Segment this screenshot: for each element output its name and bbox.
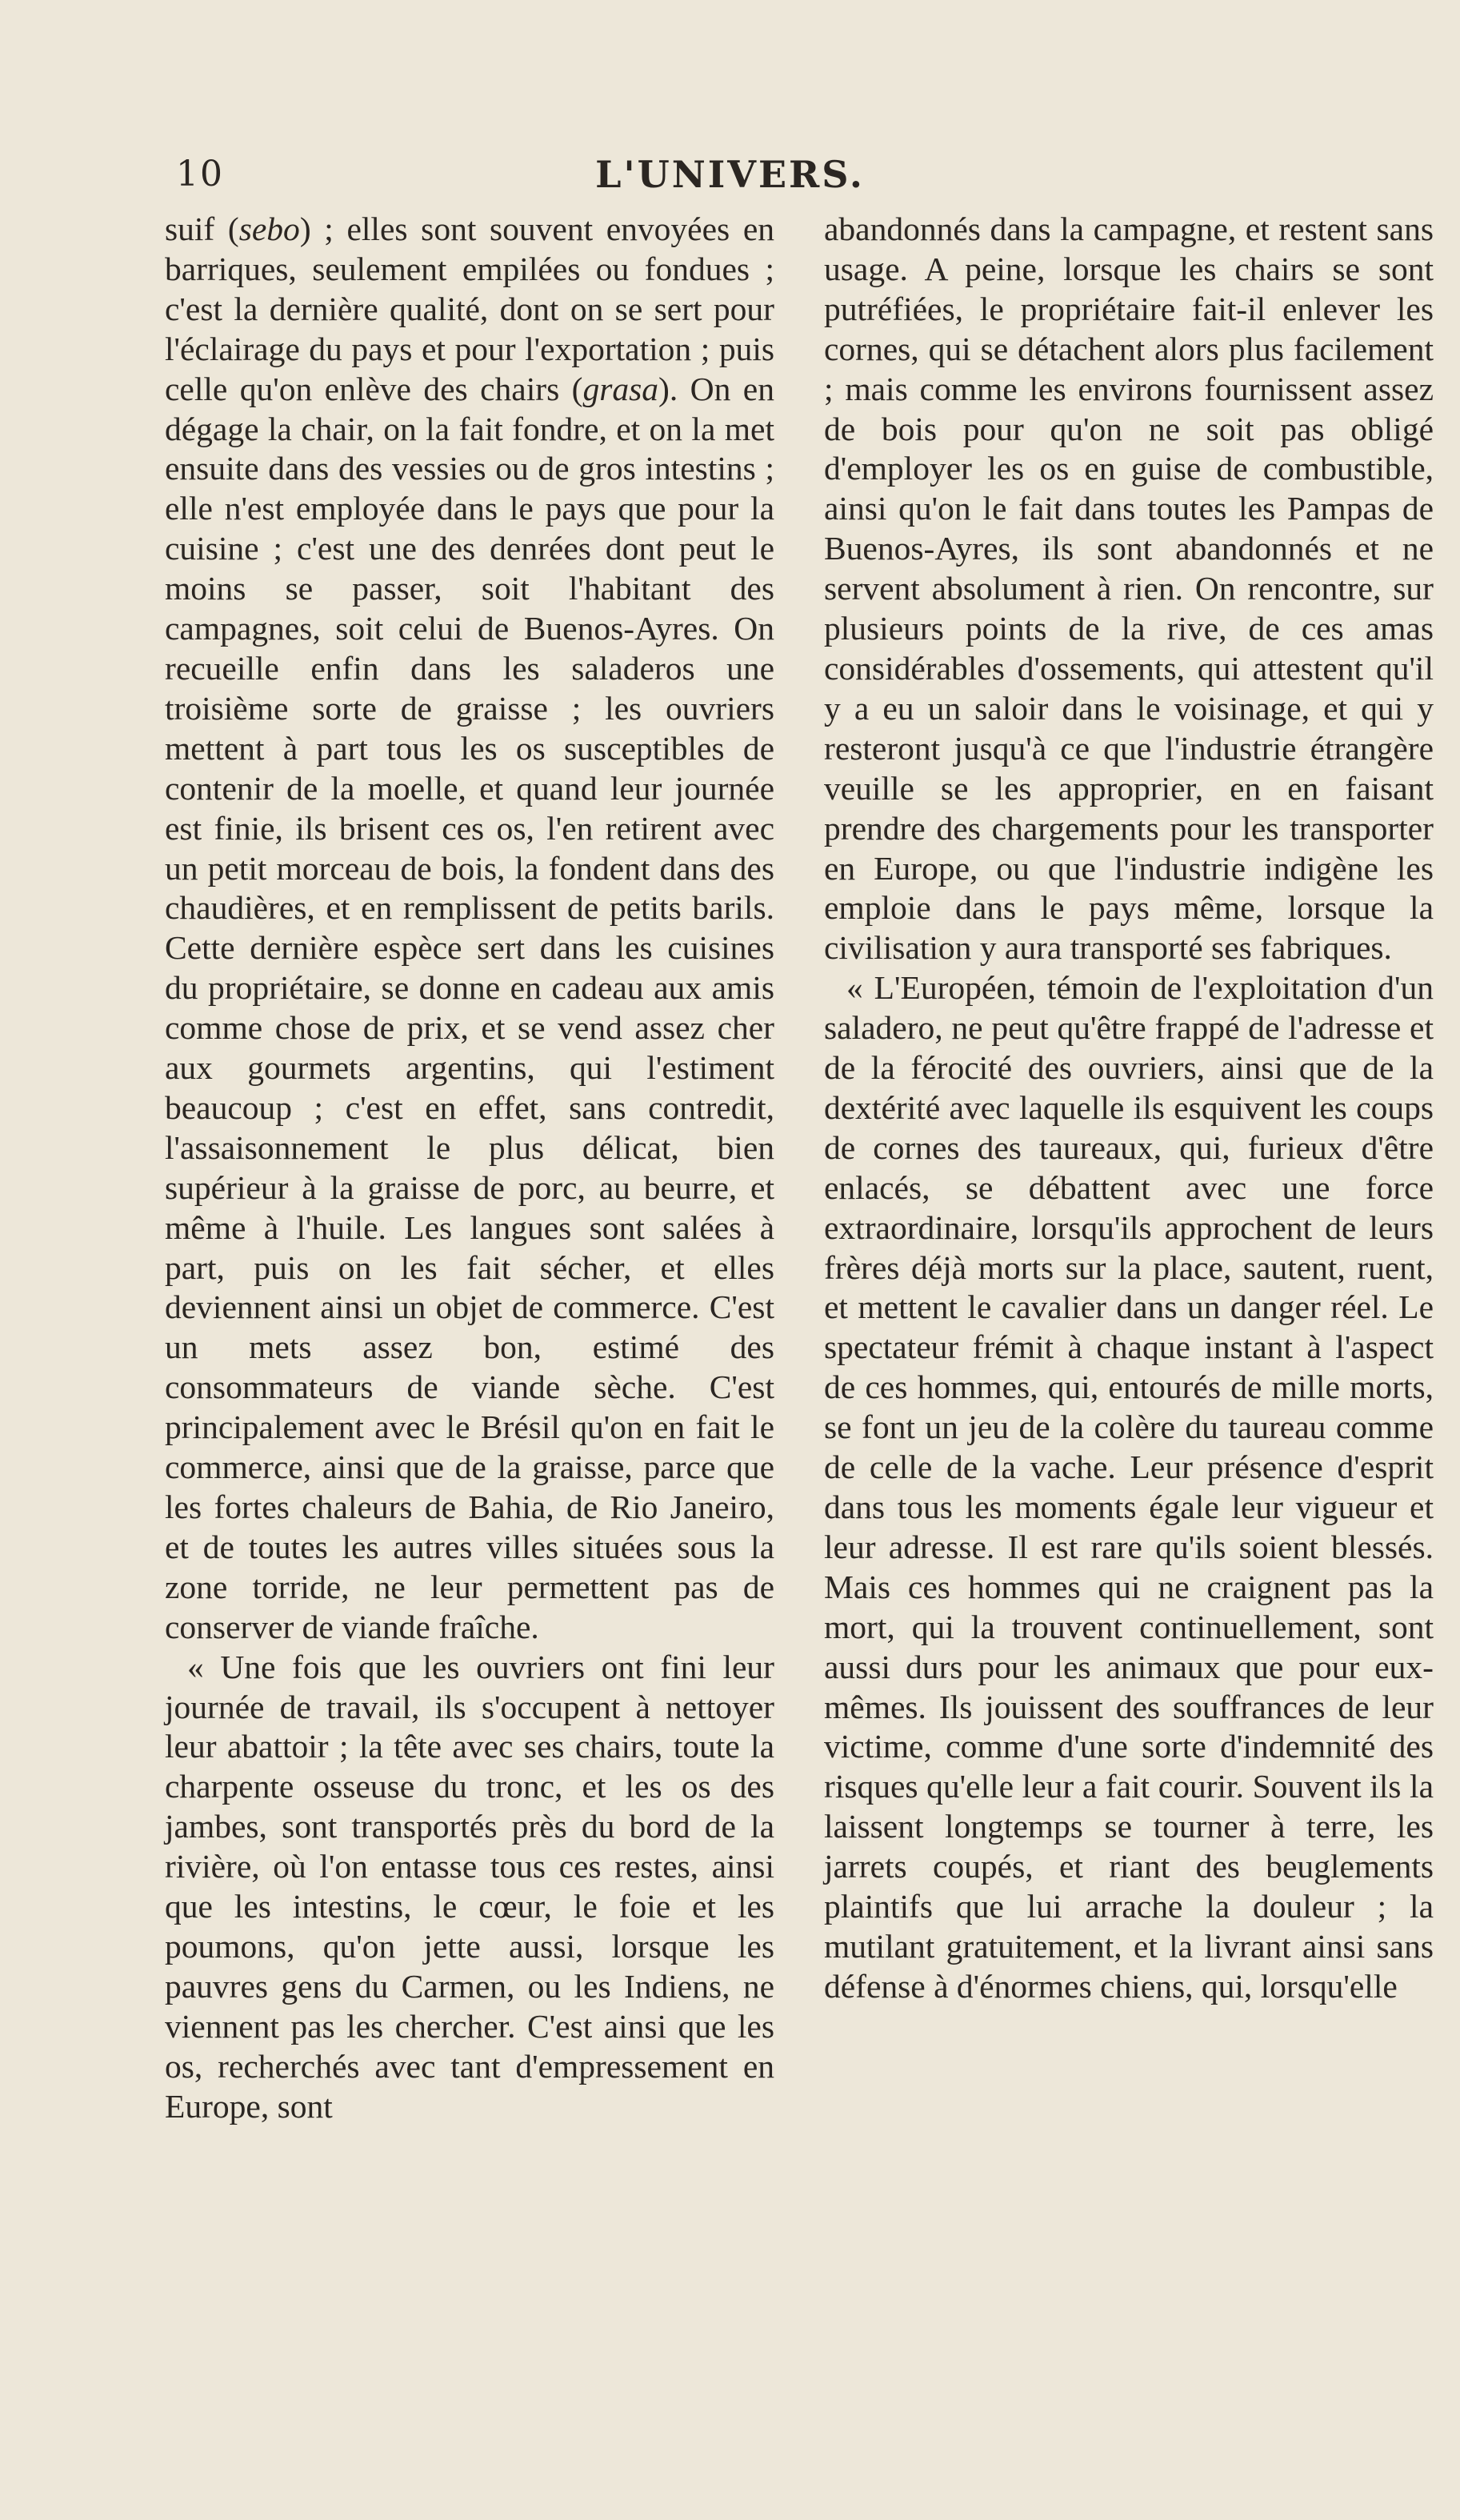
left-column	[165, 210, 774, 2127]
right-paragraph-2: « L'Européen, témoin de l'exploitation d'un saladero, ne peut qu'être frappé de l'adresse et de la férocité des ouvriers, ainsi que de la dextérité avec laquelle ils esquivent les coups de cornes des taureaux, qui, furieux d'être enlacés, se débattent avec une force extraordinaire, lorsqu'ils approchent de leurs frères déjà morts sur la place, sautent, ruent, et mettent le cavalier dans un danger réel. Le spectateur frémit à chaque instant à l'aspect de ces hommes, qui, entourés de mille morts, se font un jeu de la colère du taureau comme de celle de la vache. Leur présence d'esprit dans tous les moments égale leur vigueur et leur adresse. Il est rare qu'ils soient blessés. Mais ces hommes qui ne craignent pas la mort, qui la trouvent continuellement, sont aussi durs pour les animaux que pour eux-mêmes. Ils jouissent des souffrances de leur victime, comme d'une sorte d'indemnité des risques qu'elle leur a fait courir. Souvent ils la laissent longtemps se tourner à terre, les jarrets coupés, et riant des beuglements plaintifs que lui arrache la douleur ; la mutilant gratuitement, et la livrant ainsi sans défense à d'énormes chiens, qui, lorsqu'elle	[824, 969, 1434, 2005]
left-paragraph-1	[165, 210, 774, 1648]
running-title: L'UNIVERS.	[595, 153, 865, 196]
left-paragraph-2: « Une fois que les ouvriers ont fini leur journée de travail, ils s'occupent à nettoyer leur abattoir ; la tête avec ses chairs, toute la charpente osseuse du tronc, et les os des jambes, sont transportés près du bord de la rivière, où l'on entasse tous ces restes, ainsi que les intestins, le cœur, le foie et les poumons, qu'on jette aussi, lorsque les pauvres gens du Carmen, ou les Indiens, ne viennent pas les chercher. C'est ainsi que les os, recherchés avec tant d'empressement en Europe, sont	[165, 1648, 774, 2125]
text-segment: suif (	[165, 210, 239, 247]
page-number: 10	[176, 154, 224, 194]
italic-term-sebo: sebo	[238, 210, 300, 247]
right-paragraph-1: abandonnés dans la campagne, et restent sans usage. A peine, lorsque les chairs se sont putréfiées, le propriétaire fait-il enlever les cornes, qui se détachent alors plus facilement ; mais comme les environs fournissent assez de bois pour qu'on ne soit pas obligé d'employer les os en guise de combustible, ainsi qu'on le fait dans toutes les Pampas de Buenos-Ayres, ils sont abandonnés et ne servent absolument à rien. On rencontre, sur plusieurs points de la rive, de ces amas considérables d'ossements, qui attestent qu'il y a eu un saloir dans le voisinage, et qui y resteront jusqu'à ce que l'industrie étrangère veuille se les approprier, en en faisant prendre des chargements pour les transporter en Europe, ou que l'industrie indigène les emploie dans le pays même, lorsque la civilisation y aura transporté ses fabriques.	[824, 210, 1434, 967]
text-segment: ) ; elles sont souvent envoyées en barriques, seulement empilées ou fondues ; c'est la dernière qualité, dont on se sert pour l'éclairage du pays et pour l'exportation ; puis celle qu'on enlève des chairs (	[165, 210, 774, 407]
right-column	[824, 210, 1434, 2007]
text-segment: ). On en dégage la chair, on la fait fondre, et on la met ensuite dans des vessies ou de gros intestins ; elle n'est employée dans le pays que pour la cuisine ; c'est une des denrées dont peut le moins se passer, soit l'habitant des campagnes, soit celui de Buenos-Ayres. On recueille enfin dans les saladeros une troisième sorte de graisse ; les ouvriers mettent à part tous les os susceptibles de contenir de la moelle, et quand leur journée est finie, ils brisent ces os, l'en retirent avec un petit morceau de bois, la fondent dans des chaudières, et en remplissent de petits barils. Cette dernière espèce sert dans les cuisines du propriétaire, se donne en cadeau aux amis comme chose de prix, et se vend assez cher aux gourmets argentins, qui l'estiment beaucoup ; c'est en effet, sans contredit, l'assaisonnement le plus délicat, bien supérieur à la graisse de porc, au beurre, et même à l'huile. Les langues sont salées à part, puis on les fait sécher, et elles deviennent ainsi un objet de commerce. C'est un mets assez bon, estimé des consommateurs de viande sèche. C'est principalement avec le Brésil qu'on en fait le commerce, ainsi que de la graisse, parce que les fortes chaleurs de Bahia, de Rio Janeiro, et de toutes les autres villes situées sous la zone torride, ne leur permettent pas de conserver de viande fraîche.	[165, 370, 774, 1645]
italic-term-grasa: grasa	[582, 370, 659, 407]
